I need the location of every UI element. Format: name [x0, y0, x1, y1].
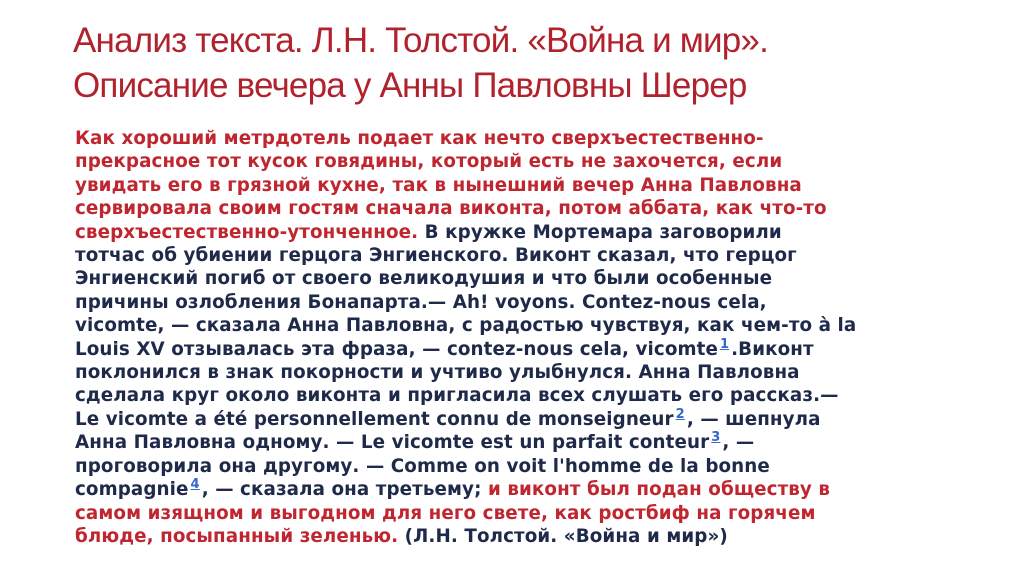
slide-title-line-1: Анализ текста. Л.Н. Толстой. «Война и мир». [73, 21, 769, 60]
red-intro-line-4: сервировала своим гостям сначала виконта, потом аббата, как что-то [75, 198, 827, 220]
red-outro-line-1: и виконт был подан обществу в [481, 479, 831, 501]
main-line-11: проговорила она другому. — Comme on voit l'homme de la bonne [75, 455, 770, 477]
excerpt-text [75, 127, 955, 548]
main-line-8: сделала круг около виконта и пригласила всех слушать его рассказ.— [75, 385, 839, 407]
main-line-10a: Анна Павловна одному. — Le vicomte est un parfait conteur [75, 432, 710, 454]
red-intro-line-5: сверхъестественно-утонченное. [75, 221, 419, 243]
main-line-10 [75, 432, 754, 453]
main-line-5: vicomte, — сказала Анна Павловна, с радостью чувствуя, как чем-то à la [75, 315, 857, 337]
footnote-link-4[interactable]: 4 [190, 477, 200, 492]
footnote-link-3[interactable]: 3 [711, 430, 721, 446]
main-line-6 [75, 336, 814, 360]
red-outro-line-2: самом изящном и выгодном для него свете, как ростбиф на горячем [75, 502, 816, 524]
line-5 [75, 222, 782, 243]
main-line-4: причины озлобления Бонапарта.— Ah! voyons. Contez-nous cela, [75, 291, 767, 313]
main-line-3: Энгиенский погиб от своего великодушия и что были особенные [75, 268, 773, 290]
footnote-link-1[interactable]: 1 [719, 336, 730, 352]
main-line-7: поклонился в знак покорности и учтиво улыбнулся. Анна Павловна [75, 362, 800, 384]
main-line-6a: Louis XV отзывалась эта фраза, — contez-nous cela, vicomte [75, 338, 718, 360]
main-line-12b: , — сказала она третьему; [201, 479, 482, 501]
slide-title-line-2: Описание вечера у Анны Павловны Шерер [73, 66, 747, 105]
main-line-12a: compagnie [75, 479, 189, 501]
red-outro-line-3: блюде, посыпанный зеленью. [75, 525, 399, 547]
footnote-link-2[interactable]: 2 [675, 406, 685, 422]
main-line-1: В кружке Мортемара заговорили [418, 221, 782, 243]
red-intro-line-3: увидать его в грязной кухне, так в нынешний вечер Анна Павловна [75, 174, 802, 196]
main-line-6b: .Виконт [731, 338, 814, 360]
red-intro-line-2: прекрасное тот кусок говядины, который есть не захочется, если [75, 151, 783, 173]
line-18 [75, 526, 728, 547]
main-line-9b: , — шепнула [686, 408, 821, 430]
red-intro-line-1: Как хороший метрдотель подает как нечто сверхъестественно- [75, 128, 764, 149]
main-line-10b: , — [722, 432, 755, 454]
main-line-9 [75, 406, 821, 430]
line-16 [75, 479, 830, 500]
citation: (Л.Н. Толстой. «Война и мир») [398, 525, 728, 547]
slide-title [73, 18, 973, 108]
main-line-9a: Le vicomte a été personnellement connu de monseigneur [75, 408, 674, 430]
main-line-2: тотчас об убиении герцога Энгиенского. Виконт сказал, что герцог [75, 245, 797, 267]
